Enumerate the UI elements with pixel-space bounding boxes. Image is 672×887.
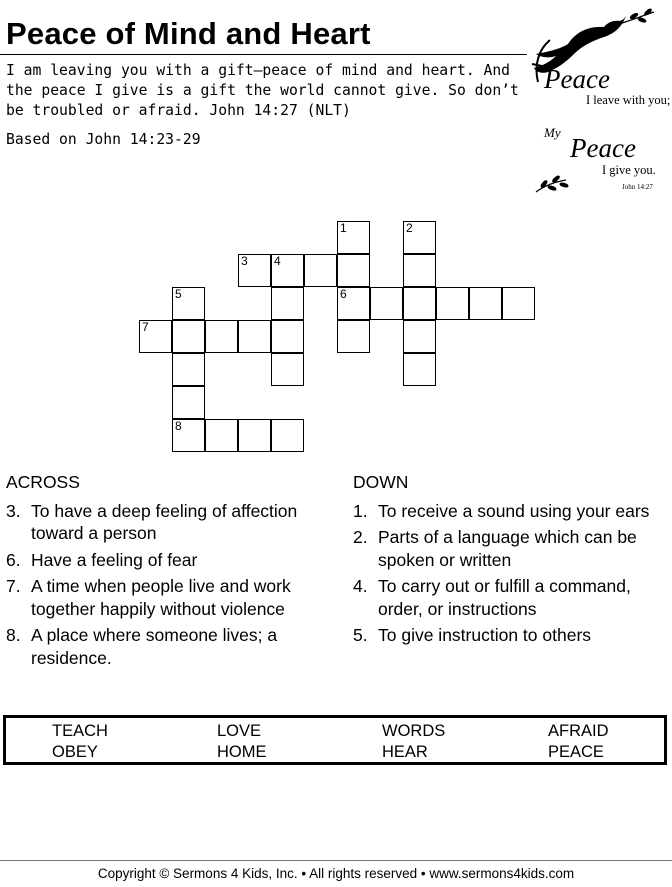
artwork-line-2: I give you. <box>602 163 656 177</box>
dove-peace-artwork <box>530 6 670 201</box>
artwork-my: My <box>544 125 561 140</box>
clue-number-7: 7 <box>142 320 149 334</box>
artwork-reference: John 14:27 <box>622 183 653 191</box>
down-heading: DOWN <box>353 472 409 492</box>
grid-cell-4-down-2[interactable] <box>271 287 304 320</box>
grid-cell-6-across-4[interactable] <box>436 287 469 320</box>
grid-cell-6-across-6[interactable] <box>502 287 535 320</box>
copyright-footer: Copyright © Sermons 4 Kids, Inc. • All rights reserved • www.sermons4kids.com <box>97 866 575 881</box>
grid-cell-7-across-3[interactable] <box>205 320 238 353</box>
olive-branch-icon <box>622 8 654 23</box>
across-heading: ACROSS <box>6 472 80 492</box>
grid-cell-5-down-4[interactable] <box>172 386 205 419</box>
clue-across-6: 6. Have a feeling of fear <box>6 549 198 570</box>
clue-down-5: 5. To give instruction to others <box>353 625 592 645</box>
clue-number-2: 2 <box>406 221 413 235</box>
word-bank-item: AFRAID <box>548 722 609 740</box>
grid-cell-3-across-3[interactable] <box>304 254 337 287</box>
grid-cell-7-across-1[interactable] <box>139 320 172 353</box>
clue-down-1: 1. To receive a sound using your ears <box>353 500 650 521</box>
clue-number-5: 5 <box>175 287 182 301</box>
grid-cell-6-across-1[interactable] <box>337 287 370 320</box>
across-clues <box>6 471 336 673</box>
leaf-sprig-icon <box>536 175 568 192</box>
clue-across-7: 7. A time when people live and work together happily without violence <box>6 576 291 619</box>
word-bank-item: HEAR <box>382 743 428 761</box>
based-on-reference: Based on John 14:23-29 <box>6 131 201 148</box>
footer-divider <box>0 860 672 861</box>
clue-number-1: 1 <box>340 221 347 235</box>
word-bank-item: TEACH <box>52 722 108 740</box>
clue-number-6: 6 <box>340 287 347 301</box>
grid-cell-2-down-2[interactable] <box>403 254 436 287</box>
grid-cell-2-down-1[interactable] <box>403 221 436 254</box>
clue-down-4: 4. To carry out or fulfill a command, order, or instructions <box>353 576 631 619</box>
scripture-text: I am leaving you with a gift—peace of mind and heart. And the peace I give is a gift the world cannot give. So don’t be troubled or afraid. John 14:27 (NLT) <box>6 62 519 119</box>
clue-number-3: 3 <box>241 254 248 268</box>
grid-cell-1-down-1[interactable] <box>337 221 370 254</box>
clue-number-4: 4 <box>274 254 281 268</box>
grid-cell-4-down-1[interactable] <box>271 254 304 287</box>
artwork-line-1: I leave with you; <box>586 93 670 107</box>
grid-cell-8-across-2[interactable] <box>205 419 238 452</box>
grid-cell-2-down-4[interactable] <box>403 320 436 353</box>
grid-cell-7-across-4[interactable] <box>238 320 271 353</box>
grid-cell-6-across-2[interactable] <box>370 287 403 320</box>
down-clues <box>353 471 671 651</box>
title-divider <box>0 54 527 55</box>
artwork-word-peace-1: Peace <box>544 64 610 94</box>
word-bank-item: WORDS <box>382 722 446 740</box>
grid-cell-5-down-3[interactable] <box>172 353 205 386</box>
grid-cell-6-across-3[interactable] <box>403 287 436 320</box>
grid-cell-8-across-4[interactable] <box>271 419 304 452</box>
grid-cell-1-down-4[interactable] <box>337 320 370 353</box>
grid-cell-8-across-1[interactable] <box>172 419 205 452</box>
clue-across-3: 3. To have a deep feeling of affection toward a person <box>6 500 298 543</box>
clue-down-2: 2. Parts of a language which can be spoken or written <box>353 527 637 570</box>
grid-cell-2-down-5[interactable] <box>403 353 436 386</box>
word-bank-item: PEACE <box>548 743 604 761</box>
grid-cell-8-across-3[interactable] <box>238 419 271 452</box>
grid-cell-5-down-2[interactable] <box>172 320 205 353</box>
grid-cell-1-down-2[interactable] <box>337 254 370 287</box>
clue-across-8: 8. A place where someone lives; a residence. <box>6 625 278 668</box>
word-bank-item: HOME <box>217 743 267 761</box>
word-bank <box>3 715 667 765</box>
word-bank-item: LOVE <box>217 722 262 740</box>
artwork-word-peace-2: Peace <box>570 133 636 163</box>
grid-cell-4-down-4[interactable] <box>271 353 304 386</box>
page-title: Peace of Mind and Heart <box>6 16 371 51</box>
clue-number-8: 8 <box>175 419 182 433</box>
grid-cell-5-down-1[interactable] <box>172 287 205 320</box>
grid-cell-3-across-1[interactable] <box>238 254 271 287</box>
word-bank-item: OBEY <box>52 743 98 761</box>
grid-cell-4-down-3[interactable] <box>271 320 304 353</box>
grid-cell-6-across-5[interactable] <box>469 287 502 320</box>
